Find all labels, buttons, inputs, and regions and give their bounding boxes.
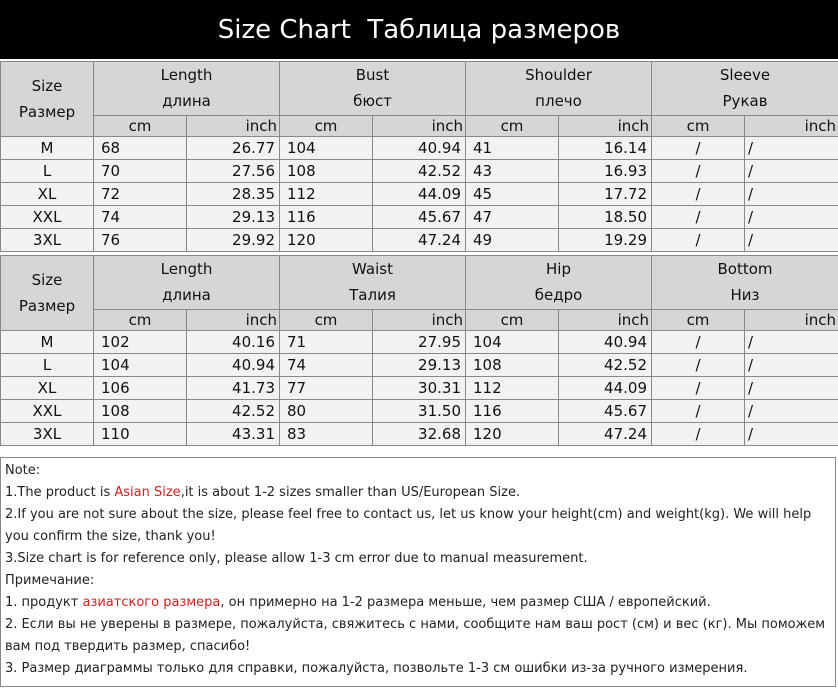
notes-section [0,457,836,687]
unit-inch: inch [373,115,466,136]
inch-value-cell: 47.24 [559,423,652,446]
inch-value-cell: / [745,423,838,446]
inch-value-cell: 47.24 [373,229,466,252]
cm-value-cell: 116 [280,206,373,229]
size-cell: XL [1,183,94,206]
cm-value-cell: 120 [466,423,559,446]
group-header-length: Length длина [94,62,280,116]
inch-value-cell: / [745,206,838,229]
inch-value-cell: 44.09 [559,377,652,400]
inch-value-cell: 28.35 [187,183,280,206]
inch-value-cell: 42.52 [187,400,280,423]
unit-cm: cm [280,115,373,136]
size-label-ru: Размер [18,297,76,315]
inch-value-cell: 16.93 [559,160,652,183]
note-1: 1.The product is Asian Size,it is about 1-2 sizes smaller than US/European Size. [5,485,521,500]
inch-value-cell: 26.77 [187,137,280,160]
inch-value-cell: / [745,331,838,354]
cm-value-cell: / [652,377,745,400]
cm-value-cell: 120 [280,229,373,252]
cm-value-cell: / [652,354,745,377]
cm-value-cell: 70 [94,160,187,183]
inch-value-cell: 18.50 [559,206,652,229]
unit-inch: inch [559,309,652,330]
cm-value-cell: / [652,229,745,252]
cm-value-cell: / [652,423,745,446]
group-header-waist: Waist Талия [280,256,466,310]
size-cell: XXL [1,400,94,423]
size-cell: 3XL [1,423,94,446]
inch-value-cell: / [745,229,838,252]
group-header-sleeve: Sleeve Рукав [652,62,838,116]
unit-cm: cm [280,309,373,330]
size-table-bottom [0,255,838,446]
unit-inch: inch [559,115,652,136]
unit-cm: cm [652,115,745,136]
cm-value-cell: 74 [94,206,187,229]
inch-value-cell: 40.16 [187,331,280,354]
inch-value-cell: 29.13 [373,354,466,377]
size-cell: M [1,137,94,160]
inch-value-cell: 29.13 [187,206,280,229]
size-cell: XL [1,377,94,400]
size-cell: 3XL [1,229,94,252]
asian-size-highlight-ru: азиатского размера [82,595,221,610]
size-label-en: Size [31,77,63,95]
unit-cm: cm [94,309,187,330]
inch-value-cell: 30.31 [373,377,466,400]
cm-value-cell: / [652,137,745,160]
cm-value-cell: 104 [466,331,559,354]
page-title: Size Chart Таблица размеров [0,0,838,59]
cm-value-cell: 41 [466,137,559,160]
table-row [1,160,838,183]
size-cell: XXL [1,206,94,229]
cm-value-cell: 102 [94,331,187,354]
size-label-en: Size [31,271,63,289]
cm-value-cell: 83 [280,423,373,446]
note-title-ru: Примечание: [5,573,95,588]
note-3: 3.Size chart is for reference only, please allow 1-3 cm error due to manual measurement. [5,551,588,566]
cm-value-cell: 43 [466,160,559,183]
inch-value-cell: 27.56 [187,160,280,183]
cm-value-cell: 116 [466,400,559,423]
cm-value-cell: 104 [94,354,187,377]
unit-inch: inch [187,309,280,330]
table-row [1,354,838,377]
cm-value-cell: 110 [94,423,187,446]
cm-value-cell: / [652,206,745,229]
unit-inch: inch [745,309,838,330]
table-row [1,137,838,160]
inch-value-cell: 43.31 [187,423,280,446]
cm-value-cell: 112 [280,183,373,206]
size-cell: L [1,160,94,183]
table-row [1,206,838,229]
inch-value-cell: 27.95 [373,331,466,354]
inch-value-cell: 42.52 [373,160,466,183]
cm-value-cell: 77 [280,377,373,400]
inch-value-cell: 44.09 [373,183,466,206]
inch-value-cell: 17.72 [559,183,652,206]
note-ru-2: 2. Если вы не уверены в размере, пожалуйста, свяжитесь с нами, сообщите нам ваш рост (см) и вес (кг). Мы поможем вам под твердить размер, спасибо! [5,617,826,654]
table-row [1,423,838,446]
inch-value-cell: / [745,400,838,423]
inch-value-cell: 31.50 [373,400,466,423]
group-header-length: Length длина [94,256,280,310]
size-cell: M [1,331,94,354]
note-ru-3: 3. Размер диаграммы только для справки, пожалуйста, позвольте 1-3 см ошибки из-за ручного измерения. [5,661,748,676]
asian-size-highlight: Asian Size [114,485,181,500]
inch-value-cell: 40.94 [187,354,280,377]
cm-value-cell: 112 [466,377,559,400]
cm-value-cell: 72 [94,183,187,206]
table-row [1,400,838,423]
size-table-top [0,61,838,252]
cm-value-cell: 104 [280,137,373,160]
size-label-ru: Размер [18,103,76,121]
table-row [1,183,838,206]
cm-value-cell: / [652,331,745,354]
unit-cm: cm [466,309,559,330]
unit-inch: inch [373,309,466,330]
table-row [1,377,838,400]
cm-value-cell: 45 [466,183,559,206]
cm-value-cell: 108 [280,160,373,183]
cm-value-cell: 74 [280,354,373,377]
note-2: 2.If you are not sure about the size, please feel free to contact us, let us know your height(cm) and weight(kg). We will help you confirm the size, thank you! [5,507,812,544]
size-cell: L [1,354,94,377]
cm-value-cell: 49 [466,229,559,252]
cm-value-cell: 71 [280,331,373,354]
cm-value-cell: 80 [280,400,373,423]
group-header-shoulder: Shoulder плечо [466,62,652,116]
inch-value-cell: 45.67 [559,400,652,423]
inch-value-cell: 40.94 [559,331,652,354]
inch-value-cell: 41.73 [187,377,280,400]
note-title: Note: [5,463,41,478]
table-row [1,229,838,252]
unit-cm: cm [466,115,559,136]
inch-value-cell: / [745,354,838,377]
inch-value-cell: 45.67 [373,206,466,229]
group-header-bottom: Bottom Низ [652,256,838,310]
group-header-bust: Bust бюст [280,62,466,116]
unit-inch: inch [745,115,838,136]
inch-value-cell: 32.68 [373,423,466,446]
unit-inch: inch [187,115,280,136]
cm-value-cell: / [652,400,745,423]
table-row [1,331,838,354]
unit-cm: cm [94,115,187,136]
inch-value-cell: / [745,137,838,160]
group-header-hip: Hip бедро [466,256,652,310]
inch-value-cell: 42.52 [559,354,652,377]
size-header [1,62,94,137]
inch-value-cell: / [745,183,838,206]
inch-value-cell: / [745,377,838,400]
inch-value-cell: 19.29 [559,229,652,252]
cm-value-cell: 108 [94,400,187,423]
cm-value-cell: 68 [94,137,187,160]
cm-value-cell: / [652,183,745,206]
inch-value-cell: 16.14 [559,137,652,160]
inch-value-cell: 29.92 [187,229,280,252]
cm-value-cell: 47 [466,206,559,229]
cm-value-cell: 108 [466,354,559,377]
cm-value-cell: 106 [94,377,187,400]
cm-value-cell: / [652,160,745,183]
inch-value-cell: / [745,160,838,183]
cm-value-cell: 76 [94,229,187,252]
note-ru-1: 1. продукт азиатского размера, он примерно на 1-2 размера меньше, чем размер США / европейский. [5,595,711,610]
inch-value-cell: 40.94 [373,137,466,160]
unit-cm: cm [652,309,745,330]
size-header [1,256,94,331]
